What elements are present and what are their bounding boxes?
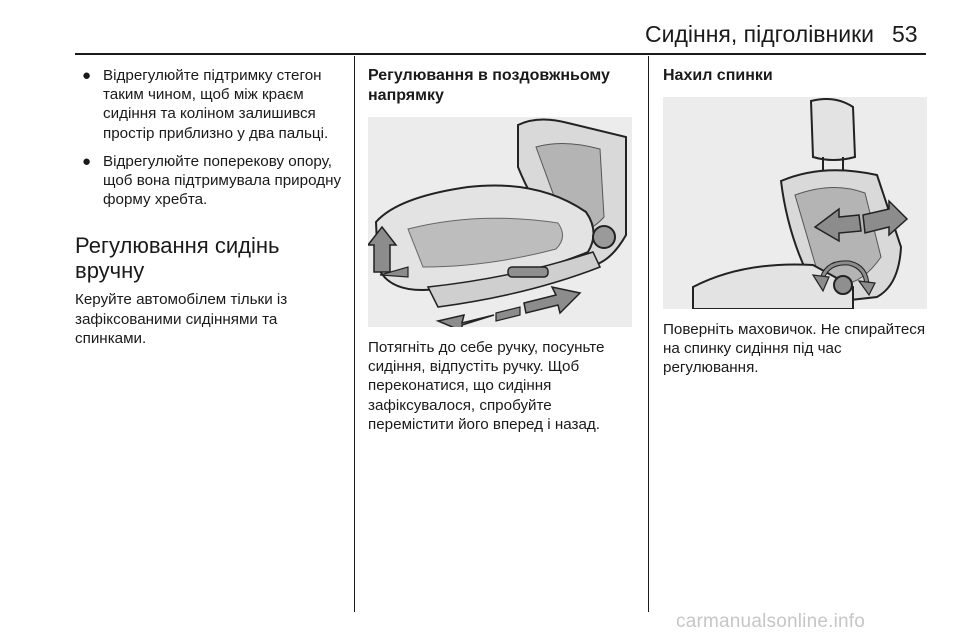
- header-rule: [75, 53, 926, 55]
- column-1: [75, 66, 347, 348]
- backrest-text: Поверніть маховичок. Не спирайтеся на спинку сидіння під час регулювання.: [663, 321, 926, 377]
- bullet-text: Відрегулюйте поперекову опору, щоб вона підтримувала природну форму хребта.: [103, 152, 342, 209]
- section-title: Регулювання сидінь вручну: [75, 233, 280, 284]
- seat-longitudinal-illustration: [368, 117, 632, 327]
- bullet-icon: ●: [82, 67, 92, 84]
- column-3: [663, 66, 928, 378]
- page-number: 53: [892, 21, 918, 47]
- column-divider-2: [648, 56, 649, 612]
- bullet-icon: ●: [82, 152, 92, 170]
- bullet-list: [75, 66, 347, 209]
- section-text: Керуйте автомобілем тільки із зафіксованими сидіннями та спинками.: [75, 291, 288, 347]
- bullet-text: Відрегулюйте підтримку стегон таким чином, щоб між краєм сидіння та коліном залишився простір приблизно у два пальці.: [103, 67, 329, 142]
- column-2: [368, 66, 636, 434]
- page-header-title: Сидіння, підголівники: [645, 21, 874, 47]
- backrest-heading: Нахил спинки: [663, 67, 773, 84]
- seat-backrest-illustration: [663, 97, 927, 309]
- watermark: carmanualsonline.info: [676, 611, 866, 632]
- column-divider-1: [354, 56, 355, 612]
- list-item: [75, 66, 347, 143]
- longitudinal-heading: Регулювання в поздовжньому напрямку: [368, 67, 610, 104]
- list-item: [75, 152, 347, 210]
- longitudinal-text: Потягніть до себе ручку, посуньте сидіння, відпустіть ручку. Щоб переконатися, що сидіння зафіксувалося, спробуйте перемістити його вперед і назад.: [368, 339, 605, 433]
